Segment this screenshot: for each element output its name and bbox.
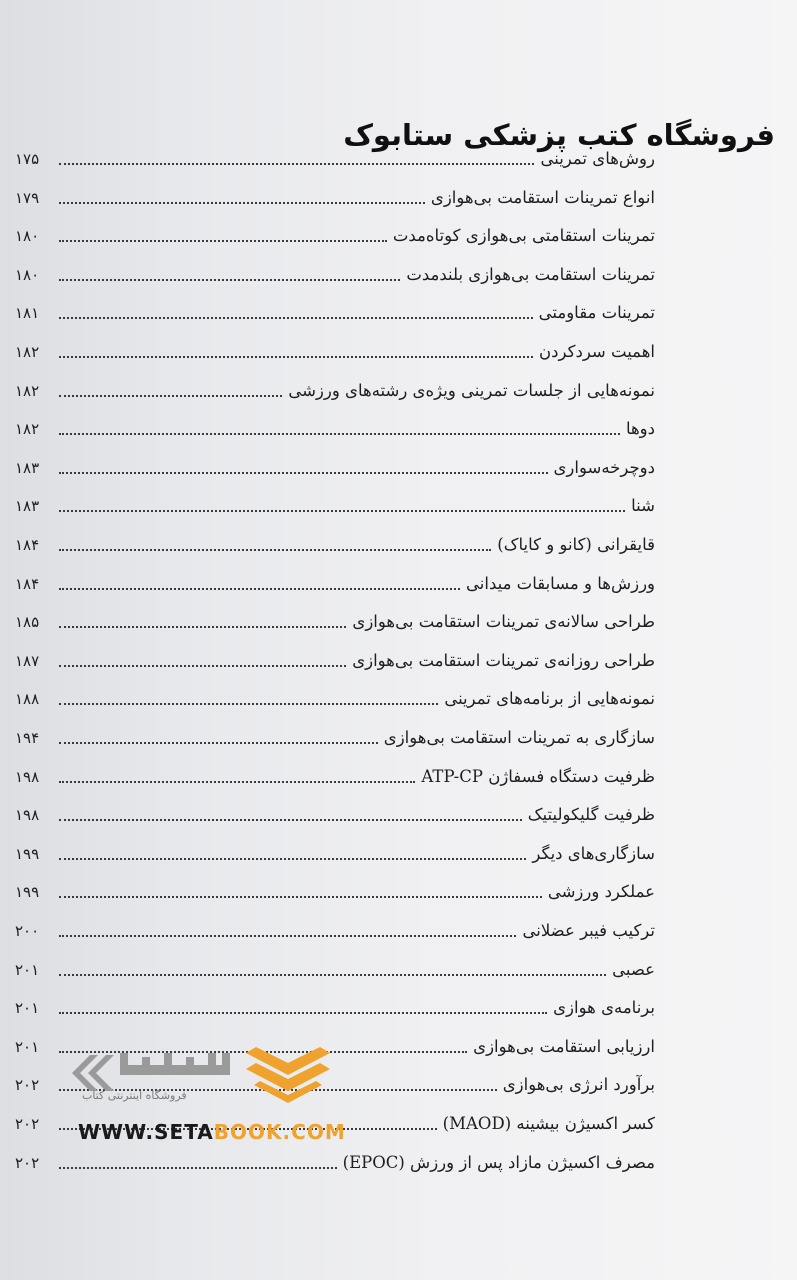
toc-entry[interactable] [15, 608, 655, 634]
dot-leader [59, 626, 346, 628]
dot-leader [59, 433, 620, 435]
dot-leader [59, 356, 533, 358]
watermark-tagline: فروشگاه اینترنتی کتاب [82, 1089, 187, 1102]
toc-entry-page: ۱۹۸ [15, 806, 40, 824]
toc-entry-page: ۱۸۳ [15, 497, 40, 515]
dot-leader [59, 819, 522, 821]
toc-entry-page: ۲۰۱ [15, 1038, 40, 1056]
toc-entry-title: طراحی روزانه‌ی تمرینات استقامت بی‌هوازی [352, 651, 655, 670]
dot-leader [59, 163, 534, 165]
toc-entry-page: ۲۰۰ [15, 922, 40, 940]
toc-entry[interactable] [15, 724, 655, 750]
toc-entry-page: ۱۸۴ [15, 536, 40, 554]
dot-leader [59, 472, 548, 474]
toc-entry[interactable] [15, 685, 655, 711]
toc-entry-page: ۱۸۲ [15, 343, 40, 361]
dot-leader [59, 1012, 547, 1014]
toc-entry-title: ارزیابی استقامت بی‌هوازی [473, 1037, 655, 1056]
toc-entry-page: ۲۰۲ [15, 1115, 40, 1133]
dot-leader [59, 202, 425, 204]
toc-entry[interactable] [15, 956, 655, 982]
toc-entry-title: عصبی [612, 960, 655, 979]
dot-leader [59, 588, 460, 590]
toc-entry-page: ۲۰۱ [15, 999, 40, 1017]
toc-entry-title: سازگاری به تمرینات استقامت بی‌هوازی [383, 728, 655, 747]
toc-entry[interactable] [15, 917, 655, 943]
toc-entry[interactable] [15, 299, 655, 325]
toc-entry-title: برنامه‌ی هوازی [553, 998, 655, 1017]
toc-entry[interactable] [15, 454, 655, 480]
dot-leader [59, 896, 542, 898]
dot-leader [59, 858, 526, 860]
toc-entry-title: طراحی سالانه‌ی تمرینات استقامت بی‌هوازی [352, 612, 655, 631]
toc-entry-page: ۲۰۲ [15, 1154, 40, 1172]
toc-entry-title: سازگاری‌های دیگر [532, 844, 655, 863]
toc-entry-page: ۱۸۱ [15, 304, 40, 322]
toc-entry[interactable] [15, 145, 655, 171]
toc-entry-page: ۱۹۴ [15, 729, 40, 747]
toc-entry[interactable] [15, 492, 655, 518]
dot-leader [59, 1167, 337, 1169]
toc-entry-page: ۱۸۸ [15, 690, 40, 708]
toc-entry-title: دوها [625, 419, 655, 438]
toc-entry-page: ۱۹۹ [15, 845, 40, 863]
toc-entry-title: تمرینات استقامت بی‌هوازی بلندمدت [406, 265, 655, 284]
toc-entry[interactable] [15, 1149, 655, 1175]
toc-entry[interactable] [15, 763, 655, 789]
toc-entry[interactable] [15, 647, 655, 673]
dot-leader [59, 395, 282, 397]
dot-leader [59, 549, 491, 551]
toc-entry-page: ۱۹۸ [15, 768, 40, 786]
toc-entry-page: ۱۸۳ [15, 459, 40, 477]
toc-entry-title: انواع تمرینات استقامت بی‌هوازی [430, 188, 655, 207]
toc-entry-page: ۱۸۴ [15, 575, 40, 593]
toc-entry-page: ۱۹۹ [15, 883, 40, 901]
toc-entry[interactable] [15, 415, 655, 441]
toc-entry-page: ۱۷۹ [15, 189, 40, 207]
toc-entry-page: ۲۰۱ [15, 961, 40, 979]
toc-entry[interactable] [15, 840, 655, 866]
toc-entry[interactable] [15, 261, 655, 287]
toc-entry-page: ۱۸۵ [15, 613, 40, 631]
toc-entry-page: ۱۸۷ [15, 652, 40, 670]
toc-entry-title: مصرف اکسیژن مازاد پس از ورزش (EPOC) [342, 1153, 655, 1172]
dot-leader [59, 279, 400, 281]
toc-entry[interactable] [15, 878, 655, 904]
toc-entry-page: ۱۸۰ [15, 266, 40, 284]
toc-entry-page: ۲۰۲ [15, 1076, 40, 1094]
brand-wordmark [120, 1053, 230, 1075]
toc-entry[interactable] [15, 801, 655, 827]
toc-entry-title: نمونه‌هایی از جلسات تمرینی ویژه‌ی رشته‌های ورزشی [288, 381, 655, 400]
dot-leader [59, 240, 387, 242]
toc-entry-title: برآورد انرژی بی‌هوازی [502, 1075, 655, 1094]
toc-entry[interactable] [15, 338, 655, 364]
toc-entry[interactable] [15, 222, 655, 248]
toc-entry-title: عملکرد ورزشی [547, 882, 655, 901]
toc-entry-page: ۱۸۲ [15, 382, 40, 400]
toc-entry-title: کسر اکسیژن بیشینه (MAOD) [442, 1114, 655, 1133]
toc-entry[interactable] [15, 570, 655, 596]
dot-leader [59, 317, 533, 319]
toc-entry-title: قایقرانی (کانو و کایاک) [497, 535, 655, 554]
dot-leader [59, 781, 415, 783]
dot-leader [59, 703, 438, 705]
toc-entry-title: اهمیت سردکردن [539, 342, 655, 361]
toc-entry-page: ۱۸۲ [15, 420, 40, 438]
toc-entry-title: شنا [631, 496, 655, 515]
dot-leader [59, 665, 346, 667]
toc-entry-page: ۱۷۵ [15, 150, 40, 168]
toc-entry[interactable] [15, 377, 655, 403]
toc-entry-title: ورزش‌ها و مسابقات میدانی [466, 574, 655, 593]
toc-entry-title: ظرفیت گلیکولیتیک [527, 805, 655, 824]
toc-entry-title: نمونه‌هایی از برنامه‌های تمرینی [444, 689, 655, 708]
toc-entry-title: ترکیب فیبر عضلانی [522, 921, 655, 940]
toc-entry-page: ۱۸۰ [15, 227, 40, 245]
toc-entry-title: دوچرخه‌سواری [553, 458, 655, 477]
dot-leader [59, 742, 378, 744]
store-title: فروشگاه کتب پزشکی ستابوک [343, 118, 775, 152]
dot-leader [59, 510, 625, 512]
toc-entry[interactable] [15, 994, 655, 1020]
toc-entry-title: روش‌های تمرینی [540, 149, 655, 168]
book-emblem-icon [246, 1047, 330, 1103]
toc-entry[interactable] [15, 531, 655, 557]
dot-leader [59, 974, 606, 976]
toc-entry-title: ظرفیت دستگاه فسفاژن ATP-CP [421, 767, 655, 786]
toc-entry[interactable] [15, 184, 655, 210]
toc-entry-title: تمرینات مقاومتی [538, 303, 655, 322]
toc-entry-title: تمرینات استقامتی بی‌هوازی کوتاه‌مدت [392, 226, 655, 245]
dot-leader [59, 935, 516, 937]
watermark-url[interactable]: WWW.SETABOOK.COM [78, 1120, 346, 1144]
